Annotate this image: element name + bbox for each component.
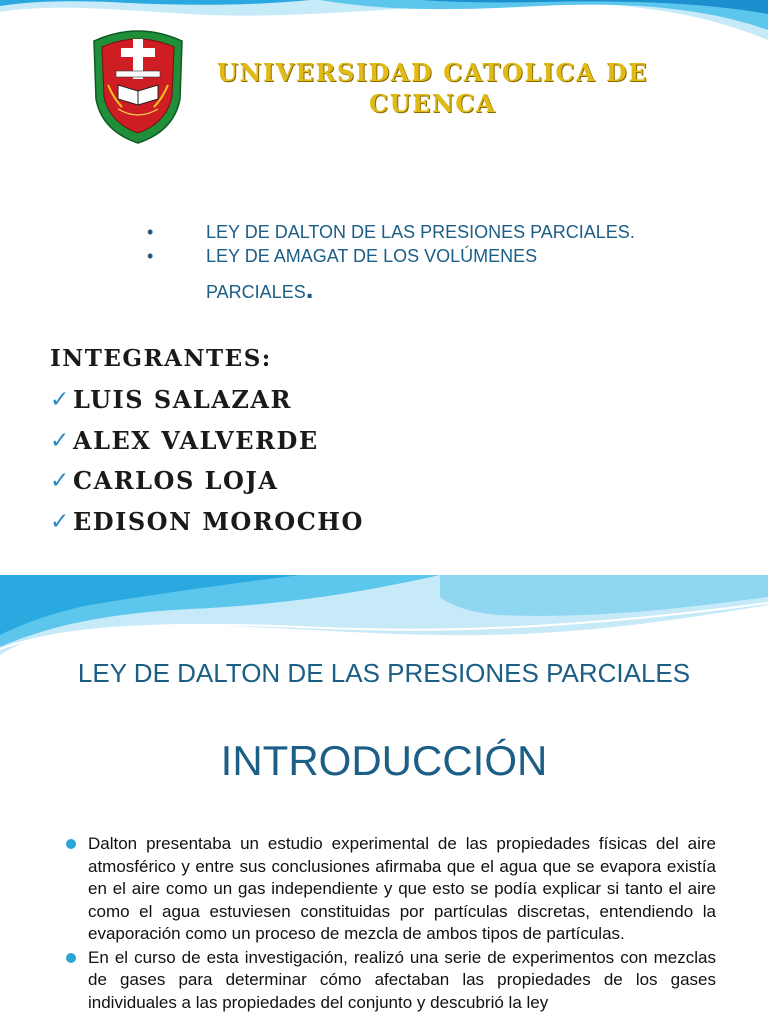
members-heading: INTEGRANTES: bbox=[50, 345, 272, 372]
member-item bbox=[50, 461, 364, 502]
check-icon: ✓ bbox=[50, 427, 71, 454]
member-item bbox=[50, 380, 364, 421]
bullet-dot-icon bbox=[66, 953, 76, 963]
check-icon: ✓ bbox=[50, 387, 71, 413]
bullet-dot-icon bbox=[66, 839, 76, 849]
wave-decoration-top bbox=[0, 575, 768, 667]
university-crest-logo bbox=[88, 27, 188, 145]
paragraph-text: Dalton presentaba un estudio experimental de las propiedades físicas del aire atmosférico y entre sus conclusiones afirmaba que el agua que se evapora existía en el aire como un gas independiente y que esto se podía explicar si tanto el aire como el agua estuviesen constituidas por partículas discretas, entendiendo la evaporación como un proceso de mezcla de ambos tipos de partículas. bbox=[88, 834, 716, 943]
slide-introduction bbox=[0, 575, 768, 1024]
list-item bbox=[66, 833, 716, 946]
slide-title: LEY DE DALTON DE LAS PRESIONES PARCIALES bbox=[77, 658, 691, 688]
topic-text: LEY DE AMAGAT DE LOS VOLÚMENES bbox=[206, 246, 538, 266]
bullet: • bbox=[147, 246, 154, 266]
body-paragraphs bbox=[66, 833, 716, 1015]
member-name: CARLOS LOJA bbox=[73, 466, 279, 495]
member-name: LUIS SALAZAR bbox=[73, 385, 292, 414]
member-item bbox=[50, 502, 364, 543]
member-item bbox=[50, 421, 364, 462]
check-icon: ✓ bbox=[50, 468, 71, 494]
topic-end-mark: . bbox=[305, 273, 314, 304]
members-section bbox=[50, 338, 364, 542]
university-title: UNIVERSIDAD CATOLICA DE CUENCA bbox=[216, 58, 649, 118]
member-name: EDISON MOROCHO bbox=[73, 506, 364, 536]
section-heading: INTRODUCCIÓN bbox=[220, 737, 548, 784]
check-icon: ✓ bbox=[50, 508, 71, 535]
topic-list bbox=[147, 220, 635, 304]
topic-item bbox=[147, 220, 635, 244]
topic-continuation: PARCIALES. bbox=[206, 273, 314, 304]
paragraph-text: En el curso de esta investigación, realizó una serie de experimentos con mezclas de gases para determinar cómo afectaban las propiedades de los gases individuales a las propiedades del conjunto y descubrió la ley bbox=[88, 947, 716, 1012]
topic-text: LEY DE DALTON DE LAS PRESIONES PARCIALES. bbox=[206, 222, 635, 242]
list-item bbox=[66, 947, 716, 1015]
topic-item bbox=[147, 244, 635, 304]
bullet: • bbox=[147, 222, 154, 242]
member-name: ALEX VALVERDE bbox=[73, 425, 319, 455]
